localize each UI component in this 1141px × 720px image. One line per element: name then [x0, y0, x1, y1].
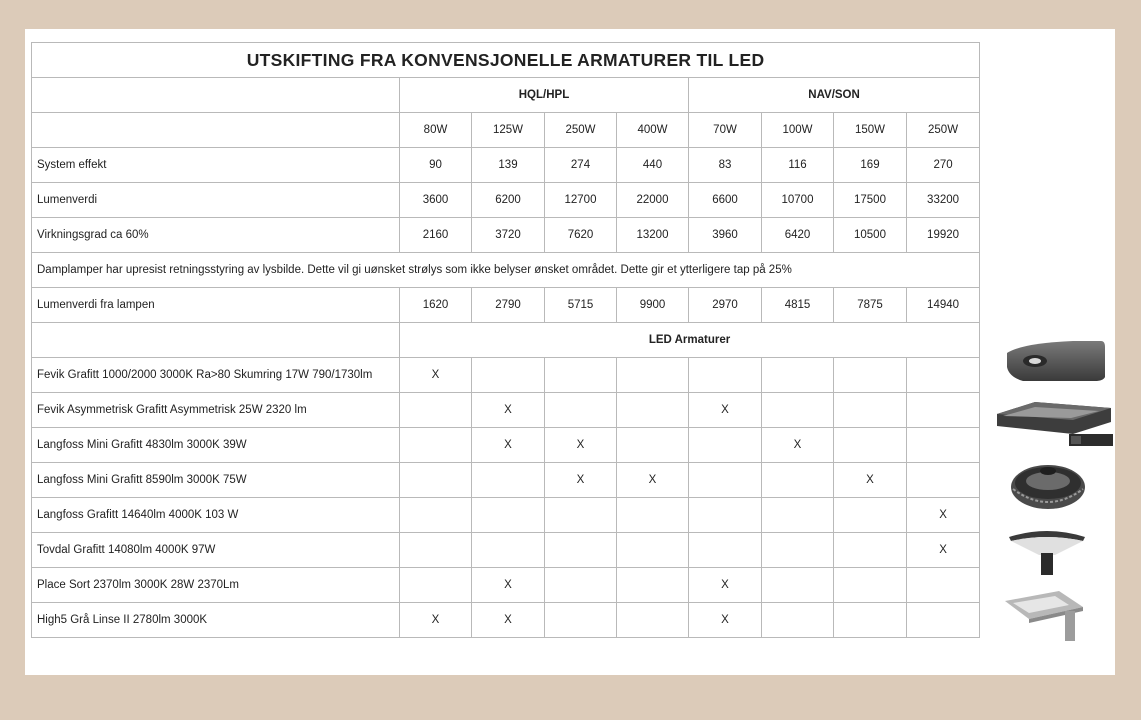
- tovdal-lamp-image: [1005, 525, 1089, 579]
- match-cell: [545, 568, 617, 603]
- product-label: Place Sort 2370lm 3000K 28W 2370Lm: [32, 568, 400, 603]
- match-cell: [545, 498, 617, 533]
- row-label: Lumenverdi fra lampen: [32, 288, 400, 323]
- value-cell: 3720: [472, 218, 545, 253]
- value-cell: 90: [400, 148, 472, 183]
- match-cell: [907, 393, 980, 428]
- product-row: [32, 463, 980, 498]
- wattage-header: 100W: [762, 113, 834, 148]
- value-cell: 270: [907, 148, 980, 183]
- value-cell: 19920: [907, 218, 980, 253]
- value-cell: 116: [762, 148, 834, 183]
- match-cell: [689, 498, 762, 533]
- table-row: [32, 183, 980, 218]
- wattage-header: 250W: [907, 113, 980, 148]
- match-cell: [762, 568, 834, 603]
- match-cell: X: [907, 498, 980, 533]
- match-cell: [472, 533, 545, 568]
- empty-cell: [32, 78, 400, 113]
- wattage-header: 70W: [689, 113, 762, 148]
- match-cell: [834, 428, 907, 463]
- empty-cell: [32, 113, 400, 148]
- product-label: Tovdal Grafitt 14080lm 4000K 97W: [32, 533, 400, 568]
- match-cell: [617, 533, 689, 568]
- value-cell: 7875: [834, 288, 907, 323]
- match-cell: X: [545, 428, 617, 463]
- value-cell: 6200: [472, 183, 545, 218]
- match-cell: X: [689, 568, 762, 603]
- fevik-asymmetric-lamp-image: [995, 396, 1115, 452]
- value-cell: 4815: [762, 288, 834, 323]
- wattage-header: 80W: [400, 113, 472, 148]
- match-cell: [617, 498, 689, 533]
- value-cell: 17500: [834, 183, 907, 218]
- match-cell: [834, 603, 907, 638]
- value-cell: 83: [689, 148, 762, 183]
- match-cell: X: [472, 393, 545, 428]
- value-cell: 12700: [545, 183, 617, 218]
- document-sheet: [25, 29, 1115, 675]
- match-cell: X: [472, 603, 545, 638]
- value-cell: 5715: [545, 288, 617, 323]
- value-cell: 3960: [689, 218, 762, 253]
- match-cell: [400, 498, 472, 533]
- match-cell: X: [400, 603, 472, 638]
- product-row: [32, 428, 980, 463]
- match-cell: X: [907, 533, 980, 568]
- table-row: [32, 218, 980, 253]
- match-cell: X: [472, 428, 545, 463]
- match-cell: [689, 533, 762, 568]
- product-row: [32, 498, 980, 533]
- match-cell: [762, 358, 834, 393]
- match-cell: [617, 428, 689, 463]
- led-header-row: [32, 323, 980, 358]
- product-label: Fevik Asymmetrisk Grafitt Asymmetrisk 25W 2320 lm: [32, 393, 400, 428]
- match-cell: [689, 428, 762, 463]
- value-cell: 7620: [545, 218, 617, 253]
- product-images: [993, 29, 1115, 675]
- match-cell: [834, 358, 907, 393]
- wattage-header: 125W: [472, 113, 545, 148]
- table-row: [32, 288, 980, 323]
- match-cell: X: [762, 428, 834, 463]
- match-cell: X: [834, 463, 907, 498]
- fevik-lamp-image: [1003, 337, 1107, 385]
- value-cell: 6420: [762, 218, 834, 253]
- match-cell: [617, 603, 689, 638]
- value-cell: 440: [617, 148, 689, 183]
- match-cell: X: [472, 568, 545, 603]
- table-row: [32, 148, 980, 183]
- langfoss-lamp-image: [1009, 459, 1087, 513]
- value-cell: 6600: [689, 183, 762, 218]
- match-cell: [472, 463, 545, 498]
- match-cell: X: [689, 603, 762, 638]
- product-row: [32, 358, 980, 393]
- match-cell: [907, 428, 980, 463]
- match-cell: X: [400, 358, 472, 393]
- match-cell: [545, 603, 617, 638]
- group-hql-hpl: HQL/HPL: [400, 78, 689, 113]
- value-cell: 139: [472, 148, 545, 183]
- value-cell: 10700: [762, 183, 834, 218]
- product-label: Langfoss Grafitt 14640lm 4000K 103 W: [32, 498, 400, 533]
- value-cell: 1620: [400, 288, 472, 323]
- wattage-header: 150W: [834, 113, 907, 148]
- match-cell: [907, 568, 980, 603]
- value-cell: 169: [834, 148, 907, 183]
- value-cell: 3600: [400, 183, 472, 218]
- wattage-header: 250W: [545, 113, 617, 148]
- match-cell: [617, 358, 689, 393]
- product-label: Langfoss Mini Grafitt 8590lm 3000K 75W: [32, 463, 400, 498]
- match-cell: [400, 533, 472, 568]
- value-cell: 274: [545, 148, 617, 183]
- row-label: System effekt: [32, 148, 400, 183]
- match-cell: X: [617, 463, 689, 498]
- product-label: Langfoss Mini Grafitt 4830lm 3000K 39W: [32, 428, 400, 463]
- match-cell: [400, 463, 472, 498]
- match-cell: [762, 533, 834, 568]
- high5-lamp-image: [1003, 587, 1087, 643]
- match-cell: [907, 463, 980, 498]
- product-row: [32, 568, 980, 603]
- wattage-header: 400W: [617, 113, 689, 148]
- match-cell: [834, 533, 907, 568]
- product-row: [32, 393, 980, 428]
- match-cell: [762, 463, 834, 498]
- table-title: UTSKIFTING FRA KONVENSJONELLE ARMATURER TIL LED: [32, 43, 980, 78]
- value-cell: 14940: [907, 288, 980, 323]
- match-cell: [400, 568, 472, 603]
- product-label: High5 Grå Linse II 2780lm 3000K: [32, 603, 400, 638]
- value-cell: 13200: [617, 218, 689, 253]
- row-label: Virkningsgrad ca 60%: [32, 218, 400, 253]
- row-label: Lumenverdi: [32, 183, 400, 218]
- product-row: [32, 603, 980, 638]
- match-cell: [545, 358, 617, 393]
- note-row: [32, 253, 980, 288]
- value-cell: 33200: [907, 183, 980, 218]
- match-cell: [545, 393, 617, 428]
- value-cell: 9900: [617, 288, 689, 323]
- match-cell: [834, 393, 907, 428]
- match-cell: X: [689, 393, 762, 428]
- match-cell: [907, 358, 980, 393]
- match-cell: [400, 428, 472, 463]
- group-nav-son: NAV/SON: [689, 78, 980, 113]
- value-cell: 22000: [617, 183, 689, 218]
- match-cell: [689, 463, 762, 498]
- value-cell: 10500: [834, 218, 907, 253]
- match-cell: [545, 533, 617, 568]
- product-label: Fevik Grafitt 1000/2000 3000K Ra>80 Skumring 17W 790/1730lm: [32, 358, 400, 393]
- match-cell: [834, 568, 907, 603]
- value-cell: 2970: [689, 288, 762, 323]
- note-text: Damplamper har upresist retningsstyring av lysbilde. Dette vil gi uønsket strølys som ikke belyser ønsket området. Dette gir et ytterligere tap på 25%: [32, 253, 980, 288]
- match-cell: [400, 393, 472, 428]
- match-cell: [472, 498, 545, 533]
- led-header: LED Armaturer: [400, 323, 980, 358]
- match-cell: [762, 393, 834, 428]
- match-cell: [907, 603, 980, 638]
- value-cell: 2790: [472, 288, 545, 323]
- match-cell: [617, 393, 689, 428]
- match-cell: [689, 358, 762, 393]
- conversion-table: [31, 42, 980, 638]
- match-cell: X: [545, 463, 617, 498]
- match-cell: [617, 568, 689, 603]
- match-cell: [762, 603, 834, 638]
- value-cell: 2160: [400, 218, 472, 253]
- product-row: [32, 533, 980, 568]
- empty-cell: [32, 323, 400, 358]
- match-cell: [472, 358, 545, 393]
- match-cell: [762, 498, 834, 533]
- match-cell: [834, 498, 907, 533]
